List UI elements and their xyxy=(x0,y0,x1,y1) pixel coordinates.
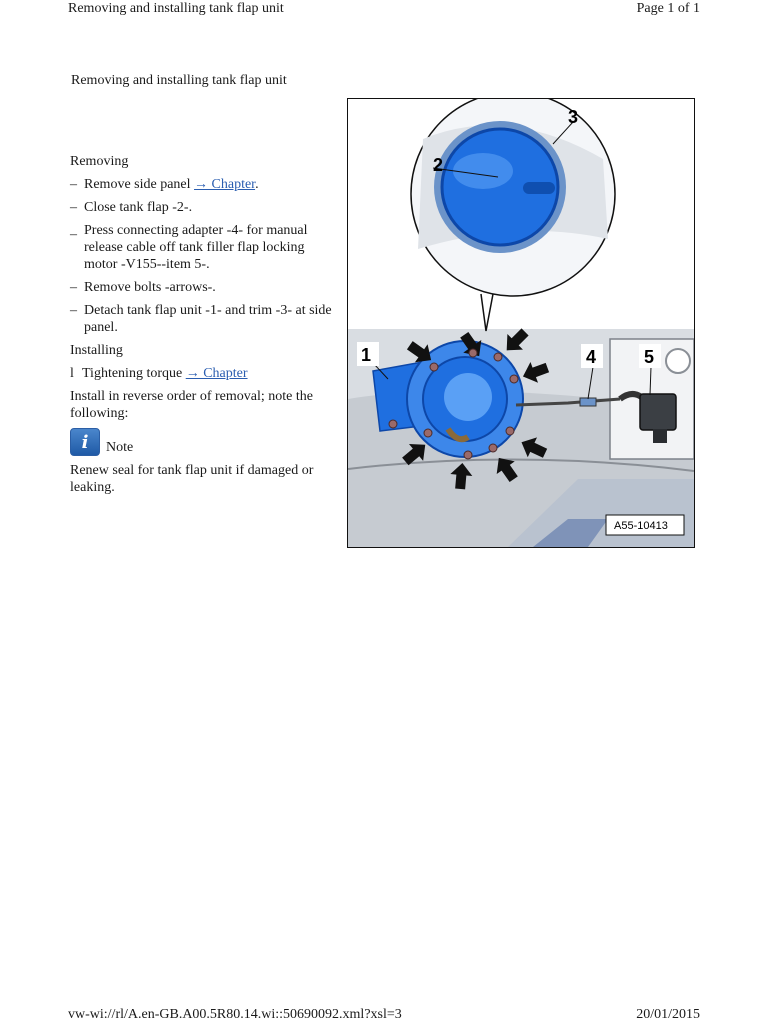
step-text: Detach tank flap unit -1- and trim -3- at side panel. xyxy=(84,303,332,335)
filler-opening xyxy=(444,373,492,421)
installing-heading: Installing xyxy=(70,343,123,358)
step-text: Remove side panel xyxy=(84,177,195,192)
instructions xyxy=(70,153,340,502)
connecting-adapter xyxy=(580,398,596,406)
list-item xyxy=(70,222,340,273)
figure-drawing xyxy=(348,99,694,547)
callout-2: 2 xyxy=(433,155,444,175)
note-label: Note xyxy=(106,440,134,455)
info-icon: i xyxy=(70,428,100,456)
callout-4: 4 xyxy=(586,347,597,367)
installing-steps xyxy=(70,365,340,382)
header-page-number: Page 1 of 1 xyxy=(636,1,700,16)
removing-heading: Removing xyxy=(70,154,129,169)
list-item xyxy=(70,199,340,216)
dash-marker: – xyxy=(70,177,77,192)
header-title: Removing and installing tank flap unit xyxy=(68,1,284,16)
flap-emblem xyxy=(523,182,555,194)
list-item xyxy=(70,279,340,296)
figure-id: A55-10413 xyxy=(614,520,668,532)
step-text-end: . xyxy=(255,177,259,192)
dash-marker: – xyxy=(70,303,77,318)
dash-marker: – xyxy=(70,227,77,242)
note-box xyxy=(70,428,340,456)
list-item xyxy=(70,365,340,382)
bullet-marker: l xyxy=(70,366,74,381)
exploded-view-figure xyxy=(347,98,695,548)
step-text: Remove bolts -arrows-. xyxy=(84,280,216,295)
dash-marker: – xyxy=(70,200,77,215)
locking-motor xyxy=(640,394,676,430)
reverse-order-text: Install in reverse order of removal; note the following: xyxy=(70,389,313,421)
footer-url: vw-wi://rl/A.en-GB.A00.5R80.14.wi::50690092.xml?xsl=3 xyxy=(68,1007,402,1022)
list-item xyxy=(70,176,340,193)
recess-hole xyxy=(666,349,690,373)
motor-connector xyxy=(653,429,667,443)
dash-marker: – xyxy=(70,280,77,295)
step-text: Press connecting adapter -4- for manual release cable off tank filler flap locking motor -V155--item 5-. xyxy=(84,223,308,272)
note-text: Renew seal for tank flap unit if damaged or leaking. xyxy=(70,463,314,495)
flap-highlight xyxy=(453,153,513,189)
callout-3: 3 xyxy=(568,107,579,127)
torque-text: Tightening torque xyxy=(82,366,186,381)
chapter-link[interactable]: → Chapter xyxy=(185,366,248,381)
step-text: Close tank flap -2-. xyxy=(84,200,193,215)
footer-date: 20/01/2015 xyxy=(636,1007,700,1022)
list-item xyxy=(70,302,340,336)
callout-1: 1 xyxy=(361,345,372,365)
page-title: Removing and installing tank flap unit xyxy=(71,73,287,88)
chapter-link[interactable]: → Chapter xyxy=(194,177,256,192)
callout-5: 5 xyxy=(644,347,655,367)
removing-steps xyxy=(70,176,340,336)
